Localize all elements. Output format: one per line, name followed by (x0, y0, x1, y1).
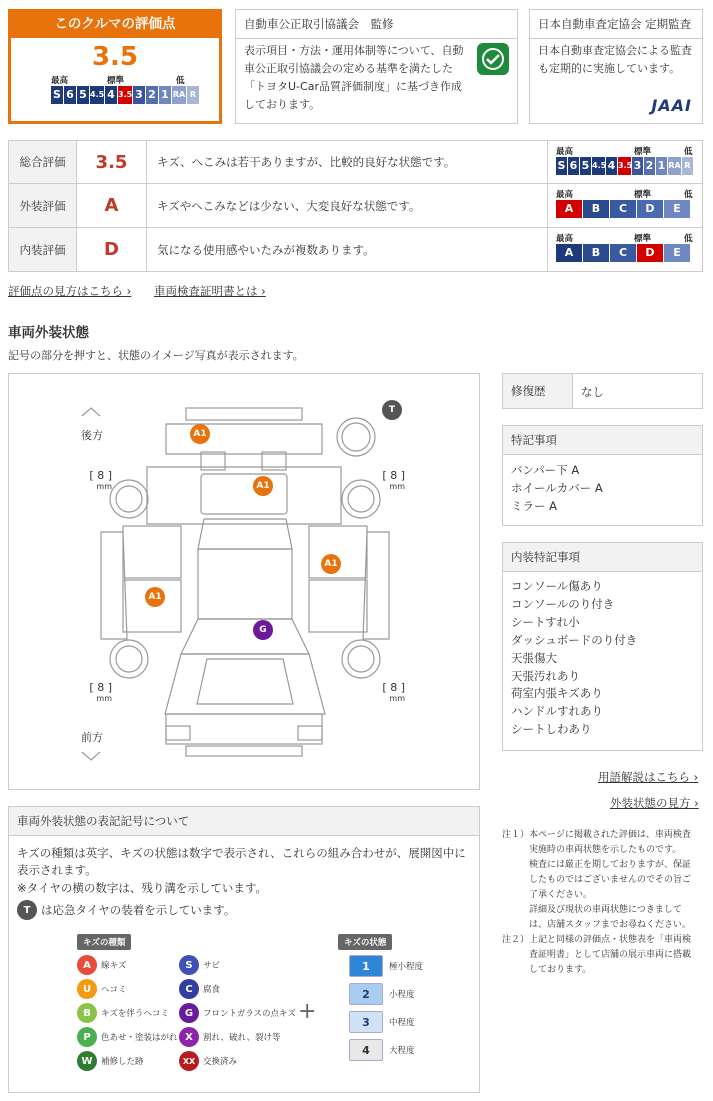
scale-cell: 4.5 (592, 157, 605, 175)
damage-type-item (77, 1027, 178, 1047)
damage-type-label: 割れ、破れ、裂け等 (203, 1033, 281, 1043)
damage-type-label: フロントガラスの点キズ (203, 1009, 296, 1019)
eval-label: 総合評価 (9, 141, 77, 183)
damage-type-icon: G (179, 1003, 199, 1023)
damage-type-label: ヘコミ (101, 985, 127, 995)
grade-cell: B (583, 200, 609, 218)
note-line: は、店舗スタッフまでお尋ねください。 (502, 920, 692, 930)
type-title: キズの種類 (77, 934, 131, 950)
scale-cell: 1 (159, 86, 171, 104)
scale-cell: 5 (580, 157, 591, 175)
tire-depth-rear-right: [ 8 ] mm (382, 469, 405, 491)
label-standard: 標準 (107, 76, 125, 86)
eval-grade: D (77, 228, 147, 271)
jada-text: 表示項目・方法・運用体制等について、自動車公正取引協議会の定める基準を満たした「トヨタU-Car品質評価制度」に基づき作成しております。 (244, 44, 464, 111)
note-line: したものではございませんのでその旨ご (502, 875, 692, 885)
damage-type-icon: P (77, 1027, 97, 1047)
damage-type-label: 線キズ (101, 961, 127, 971)
exterior-subtext: 記号の部分を押すと、状態のイメージ写真が表示されます。 (8, 349, 304, 362)
damage-state-icon: 3 (349, 1011, 383, 1033)
note-line: 了承ください。 (502, 890, 593, 900)
interior-item: コンソールのり付き (511, 596, 615, 611)
eval-desc: キズ、へこみは若干ありますが、比較的良好な状態です。 (157, 155, 456, 169)
damage-type-label: キズを伴うヘコミ (101, 1009, 169, 1019)
jaai-logo: JAAI (651, 96, 692, 115)
legend-text2: ※タイヤの横の数字は、残り溝を示しています。 (17, 881, 267, 895)
label-low: 低 (176, 76, 185, 86)
jada-panel (235, 9, 518, 124)
damage-type-item (179, 1003, 296, 1023)
special-item: バンパー下 A (511, 463, 580, 477)
note-line: しております。 (502, 965, 592, 975)
legend-text3: は応急タイヤの装着を示しています。 (41, 903, 236, 917)
scale-cell: R (187, 86, 199, 104)
chevron-right-icon: › (694, 796, 699, 810)
interior-item: 天張汚れあり (511, 668, 580, 683)
legend-title: 車両外装状態の表記記号について (9, 807, 479, 836)
scale-cell: R (682, 157, 693, 175)
damage-mark-rear-bumper[interactable]: A1 (190, 424, 210, 444)
damage-type-icon: XX (179, 1051, 199, 1071)
label-high: 最高 (556, 147, 574, 157)
special-list (503, 455, 702, 521)
notes (502, 828, 707, 978)
label-high: 最高 (51, 76, 69, 86)
damage-type-item (179, 1027, 281, 1047)
damage-state-icon: 4 (349, 1039, 383, 1061)
scale-cell: 3.5 (618, 157, 631, 175)
certificate-link[interactable]: 車両検査証明書とは › (154, 284, 266, 298)
damage-state-icon: 1 (349, 955, 383, 977)
scale-cell: RA (172, 86, 186, 104)
jaai-panel (529, 9, 703, 124)
damage-mark-left-door[interactable]: A1 (145, 587, 165, 607)
label-high: 最高 (556, 234, 574, 244)
damage-state-label: 中程度 (389, 1018, 415, 1028)
scale-cell: 6 (568, 157, 579, 175)
exterior-heading: 車両外装状態 (8, 325, 89, 341)
front-label: 前方 (81, 731, 103, 744)
repair-history (502, 373, 703, 409)
overall-score: 3.5 (91, 42, 139, 72)
scale-cell: RA (668, 157, 681, 175)
exterior-help-link[interactable]: 外装状態の見方 › (610, 796, 699, 810)
plus-sign: + (298, 999, 317, 1024)
eval-grade: 3.5 (77, 141, 147, 183)
damage-state-label: 小程度 (389, 990, 415, 1000)
car-diagram (8, 373, 480, 790)
chevron-right-icon: › (261, 284, 266, 298)
note-line: 詳細及び現状の車両状態につきまして (502, 905, 682, 915)
interior-item: 天張傷大 (511, 650, 557, 665)
special-item: ミラー A (511, 499, 558, 513)
repair-label: 修復歴 (503, 374, 573, 408)
damage-type-icon: C (179, 979, 199, 999)
eval-scale (547, 184, 704, 227)
eval-scale (547, 228, 704, 271)
label-low: 低 (684, 147, 693, 157)
scale-cell: 4 (105, 86, 117, 104)
legend-text3-row (17, 900, 235, 920)
damage-type-label: 補修した跡 (101, 1057, 144, 1067)
scale-cell: 3 (133, 86, 145, 104)
scale-cell: 6 (64, 86, 76, 104)
label-low: 低 (684, 190, 693, 200)
scale-cell: 2 (644, 157, 655, 175)
scale-cell: 1 (656, 157, 667, 175)
eval-grade: A (77, 184, 147, 227)
eval-label: 内装評価 (9, 228, 77, 271)
grade-cell: E (664, 200, 690, 218)
damage-mark-trunk[interactable]: A1 (253, 476, 273, 496)
special-item: ホイールカバー A (511, 481, 603, 495)
damage-mark-windshield[interactable]: G (253, 620, 273, 640)
tire-depth-front-left: [ 8 ] mm (89, 681, 112, 703)
eval-row-overall (8, 140, 703, 184)
interior-special-title: 内装特記事項 (503, 543, 702, 572)
interior-notes-panel (502, 542, 703, 751)
damage-type-icon: S (179, 955, 199, 975)
note-line: 実施時の車両状態を示したものです。 (502, 845, 682, 855)
damage-state-label: 極小程度 (389, 962, 424, 972)
note-line: 検査には厳正を期しておりますが、保証 (502, 860, 692, 870)
state-title: キズの状態 (338, 934, 392, 950)
scale-cell: 5 (77, 86, 89, 104)
damage-type-icon: W (77, 1051, 97, 1071)
label-high: 最高 (556, 190, 574, 200)
interior-list (503, 572, 702, 745)
interior-item: シートしわあり (511, 722, 592, 737)
label-low: 低 (684, 234, 693, 244)
jaai-text: 日本自動車査定協会による監査も定期的に実施しています。 (538, 44, 692, 75)
interior-item: シートすれ小 (511, 614, 580, 629)
jada-logo-icon (477, 43, 509, 75)
jada-title: 自動車公正取引協議会 監修 (236, 10, 517, 39)
eval-row-exterior (8, 184, 703, 228)
damage-type-icon: B (77, 1003, 97, 1023)
damage-type-icon: X (179, 1027, 199, 1047)
interior-item: ダッシュボードのり付き (511, 632, 638, 647)
damage-state-icon: 2 (349, 983, 383, 1005)
interior-item: 荷室内張キズあり (511, 686, 603, 701)
scale-cell: S (51, 86, 63, 104)
damage-type-item (179, 955, 220, 975)
grade-cell: D (637, 200, 663, 218)
eval-row-interior (8, 228, 703, 272)
damage-type-icon: A (77, 955, 97, 975)
grade-cell: D (637, 244, 663, 262)
scale-cell: 3.5 (118, 86, 132, 104)
label-standard: 標準 (634, 234, 652, 244)
score-box-title: このクルマの評価点 (11, 12, 219, 38)
grade-cell: A (556, 244, 582, 262)
grade-cell: B (583, 244, 609, 262)
grade-cell: A (556, 200, 582, 218)
grade-cell: E (664, 244, 690, 262)
damage-type-icon: U (77, 979, 97, 999)
damage-state-label: 大程度 (389, 1046, 415, 1056)
scale-cell: 2 (146, 86, 158, 104)
scale-cell: S (556, 157, 567, 175)
damage-type-label: 腐食 (203, 985, 221, 995)
chevron-right-icon: › (693, 770, 699, 784)
grade-cell: C (610, 200, 636, 218)
rear-label: 後方 (81, 429, 103, 442)
scale-cell: 4.5 (90, 86, 104, 104)
special-title: 特記事項 (503, 426, 702, 455)
chevron-right-icon: › (126, 284, 132, 298)
legend-text1: キズの種類は英字、キズの状態は数字で表示され、これらの組み合わせが、展開図中に表示されます。 (17, 846, 466, 877)
damage-type-item (77, 1003, 169, 1023)
note-line: 注１）本ページに掲載された評価は、車両検査 (502, 830, 691, 840)
damage-type-label: 交換済み (203, 1057, 238, 1067)
tire-depth-rear-left: [ 8 ] mm (89, 469, 112, 491)
jaai-title: 日本自動車査定協会 定期監査 (530, 10, 702, 39)
damage-type-item (77, 1051, 144, 1071)
damage-type-label: サビ (203, 961, 221, 971)
eval-scale (547, 141, 704, 183)
score-box (8, 9, 222, 124)
damage-type-item (77, 955, 126, 975)
label-standard: 標準 (634, 147, 652, 157)
note-line: 注２）上記と同様の評価点・状態表を「車両検 (502, 935, 692, 945)
damage-type-item (77, 979, 127, 999)
score-scale (51, 86, 219, 104)
spare-tire-icon: T (17, 900, 37, 920)
tire-depth-front-right: [ 8 ] mm (382, 681, 405, 703)
interior-item: コンソール傷あり (511, 579, 603, 593)
scale-cell: 4 (606, 157, 617, 175)
note-line: 査証明書」として店舗の展示車両に搭載 (502, 950, 692, 960)
eval-label: 外装評価 (9, 184, 77, 227)
label-standard: 標準 (634, 190, 652, 200)
damage-type-item (179, 979, 220, 999)
eval-desc: 気になる使用感やいたみが複数あります。 (157, 242, 375, 257)
damage-type-item (179, 1051, 237, 1071)
special-notes-panel (502, 425, 703, 526)
damage-mark-right-door[interactable]: A1 (321, 554, 341, 574)
interior-item: ハンドルすれあり (511, 704, 603, 719)
eval-desc: キズやへこみなどは少ない、大変良好な状態です。 (157, 198, 421, 213)
scale-cell: 3 (632, 157, 643, 175)
car-outline-diagram (9, 374, 481, 791)
spare-tire-mark[interactable]: T (382, 400, 402, 420)
score-help-link[interactable]: 評価点の見方はこちら › (8, 284, 132, 298)
damage-type-label: 色あせ・塗装はがれ (101, 1033, 178, 1043)
grade-cell: C (610, 244, 636, 262)
repair-value: なし (581, 385, 604, 399)
legend-panel (8, 806, 480, 1093)
glossary-link[interactable]: 用語解説はこちら › (598, 770, 699, 784)
